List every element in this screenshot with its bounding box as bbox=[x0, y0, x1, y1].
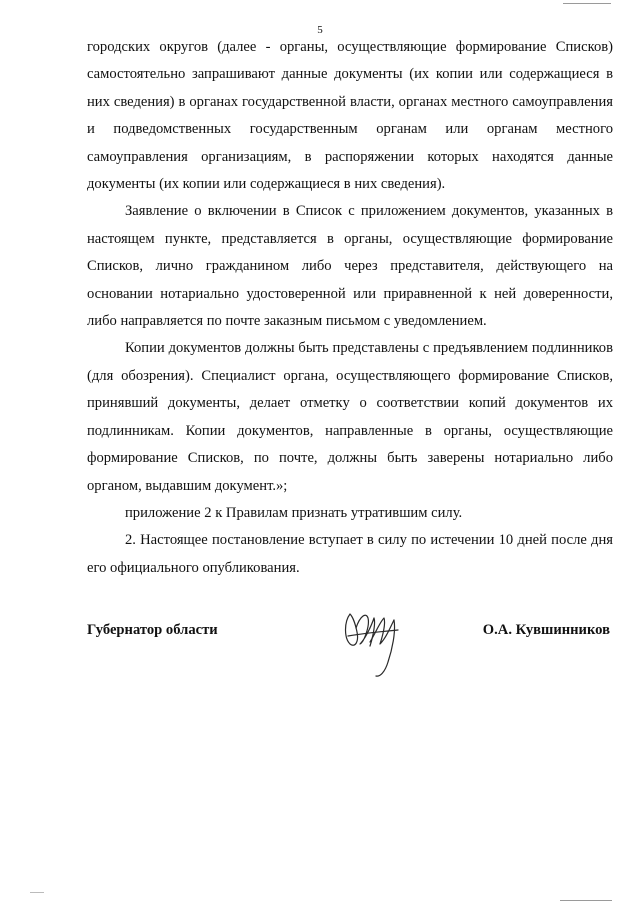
signature-block bbox=[87, 602, 613, 682]
paragraph-copies: Копии документов должны быть представлены с предъявлением подлинников (для обозрения). Специалист органа, осуществляющего формирование Списков, принявший документы, делает отметку о соответствии копий документов их подлинникам. Копии документов, направленные в органы, осуществляющие формирование Списков, по почте, должны быть заверены нотариально либо органом, выдавшим документ.»; bbox=[87, 340, 613, 494]
paragraph-application: Заявление о включении в Список с приложением документов, указанных в настоящем пункте, представляется в органы, осуществляющие формирование Списков, лично гражданином либо через представителя, действующего на основании нотариально удостоверенной или приравненной к ней доверенности, либо направляется по почте заказным письмом с уведомлением. bbox=[87, 203, 613, 330]
paragraph-continuation: городских округов (далее - органы, осуществляющие формирование Списков) самостоятельно запрашивают данные документы (их копии или содержащиеся в них сведения) в органах государственной власти, органах местного самоуправления и подведомственных государственным органам или органам местного самоуправления организациям, в распоряжении которых находятся данные документы (их копии или содержащиеся в них сведения). bbox=[87, 39, 613, 193]
page-number: 5 bbox=[317, 24, 323, 36]
paragraph-entry-into-force: 2. Настоящее постановление вступает в силу по истечении 10 дней после дня его официального опубликования. bbox=[87, 532, 613, 576]
signatory-name: О.А. Кувшинников bbox=[482, 622, 610, 638]
scan-mark-bottom-right bbox=[560, 900, 612, 901]
paragraph-annex: приложение 2 к Правилам признать утратившим силу. bbox=[125, 504, 463, 521]
document-body bbox=[87, 34, 613, 582]
signatory-title: Губернатор области bbox=[87, 622, 218, 638]
scan-mark-top bbox=[563, 3, 611, 4]
handwritten-signature-icon bbox=[340, 602, 406, 682]
scan-mark-bottom-left bbox=[30, 892, 44, 893]
